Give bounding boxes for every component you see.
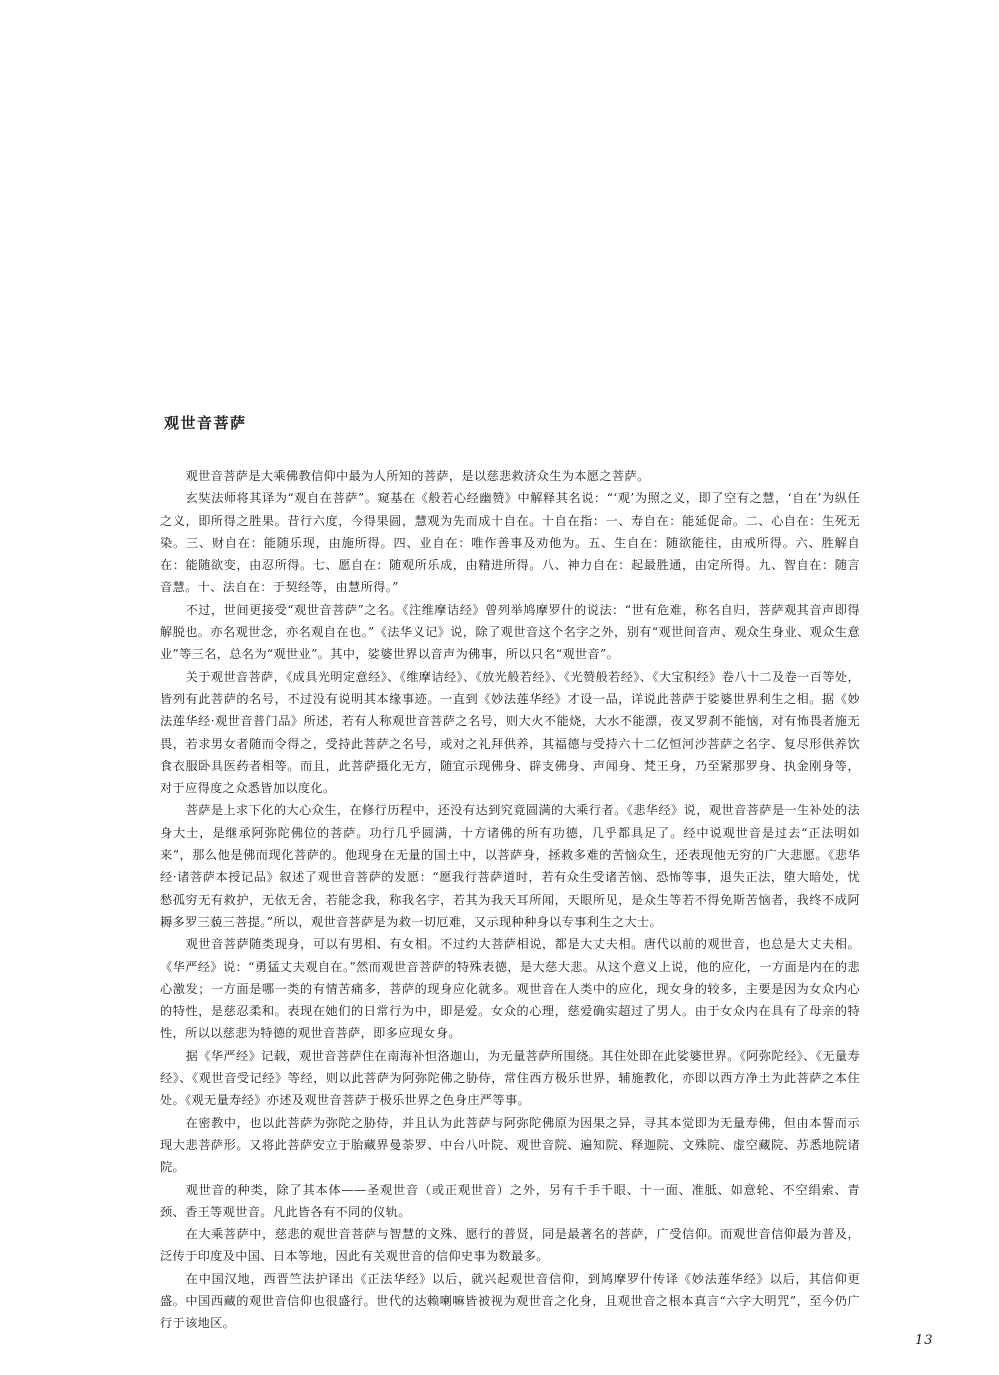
paragraph: 在大乘菩萨中，慈悲的观世音菩萨与智慧的文殊、愿行的普贤，同是最著名的菩萨，广受信仰。而观世音信仰最为普及，泛传于印度及中国、日本等地，因此有关观世音的信仰史事为数最多。 — [160, 1227, 860, 1264]
paragraph: 玄奘法师将其译为“观自在菩萨”。窥基在《般若心经幽赞》中解释其名说：“‘观’为照之义，即了空有之慧，‘自在’为纵任之义，即所得之胜果。昔行六度，今得果圆，慧观为先而成十自在。十自在指：一、寿自在：能延促命。二、心自在：生死无染。三、财自在：能随乐现，由施所得。四、业自在：唯作善事及劝他为。五、生自在：随欲能往，由戒所得。六、胜解自在：能随欲变，由忍所得。七、愿自在：随观所乐成，由精进所得。八、神力自在：起最胜通，由定所得。九、智自在：随言音慧。十、法自在：于契经等，由慧所得。” — [160, 491, 860, 595]
paragraph: 据《华严经》记载，观世音菩萨住在南海补怛洛迦山，为无量菩萨所围绕。其住处即在此娑婆世界。《阿弥陀经》、《无量寿经》、《观世音受记经》等经，则以此菩萨为阿弥陀佛之胁侍，常住西方极乐世界，辅施教化，亦即以西方净土为此菩萨之本住处。《观无量寿经》亦述及观世音菩萨于极乐世界之色身庄严等事。 — [160, 1048, 860, 1108]
page-number: 13 — [915, 1333, 934, 1348]
paragraph: 观世音菩萨随类现身，可以有男相、有女相。不过约大菩萨相说，都是大丈夫相。唐代以前的观世音，也总是大丈夫相。《华严经》说：“勇猛丈夫观自在。”然而观世音菩萨的特殊表德，是大慈大悲。从这个意义上说，他的应化，一方面是内在的悲心激发；一方面是哪一类的有情苦痛多，菩萨的现身应化就多。观世音在人类中的应化，现女身的较多，主要是因为女众内心的特性，是慈忍柔和。表现在她们的日常行为中，即是爱。女众的心理，慈爱确实超过了男人。由于女众内在具有了母亲的特性，所以以慈悲为特德的观世音菩萨，即多应现女身。 — [160, 937, 860, 1041]
paragraph: 不过，世间更接受“观世音菩萨”之名。《注维摩诘经》曾列举鸠摩罗什的说法：“世有危难，称名自归，菩萨观其音声即得解脱也。亦名观世念，亦名观自在也。”《法华义记》说，除了观世音这个名字之外，别有“观世间音声、观众生身业、观众生意业”等三名，总名为“观世业”。其中，娑婆世界以音声为佛事，所以只名“观世音”。 — [160, 602, 860, 662]
paragraph: 观世音菩萨是大乘佛教信仰中最为人所知的菩萨，是以慈悲救济众生为本愿之菩萨。 — [185, 469, 650, 483]
paragraph: 观世音的种类，除了其本体——圣观世音（或正观世音）之外，另有千手千眼、十一面、准胝、如意轮、不空绢索、青颈、香王等观世音。凡此皆各有不同的仪轨。 — [160, 1182, 860, 1219]
paragraph: 在中国汉地，西晋竺法护译出《正法华经》以后，就兴起观世音信仰，到鸠摩罗什传译《妙法莲华经》以后，其信仰更盛。中国西藏的观世音信仰也很盛行。世代的达赖喇嘛皆被视为观世音之化身，且观世音之根本真言“六字大明咒”，至今仍广行于该地区。 — [160, 1271, 860, 1331]
article-body — [160, 465, 860, 1335]
paragraph: 菩萨是上求下化的大心众生，在修行历程中，还没有达到究竟圆满的大乘行者。《悲华经》说，观世音菩萨是一生补处的法身大士，是继承阿弥陀佛位的菩萨。功行几乎圆满，十方诸佛的所有功德，几乎都具足了。经中说观世音是过去“正法明如来”，那么他是佛而现化菩萨的。他现身在无量的国土中，以菩萨身，拯救多难的苦恼众生，还表现他无穷的广大悲愿。《悲华经·诸菩萨本授记品》叙述了观世音菩萨的发愿：“愿我行菩萨道时，若有众生受诸苦恼、恐怖等事，退失正法，堕大暗处，忧愁孤穷无有救护，无依无舍，若能念我，称我名字，若其为我天耳所闻，天眼所见，是众生等若不得免斯苦恼者，我终不成阿耨多罗三藐三菩提。”所以，观世音菩萨是为救一切厄难，又示现种种身以专事利生之大士。 — [160, 803, 860, 929]
page-title: 观世音菩萨 — [164, 414, 247, 432]
paragraph: 关于观世音菩萨，《成具光明定意经》、《维摩诘经》、《放光般若经》、《光赞般若经》、《大宝积经》卷八十二及卷一百等处，皆列有此菩萨的名号，不过没有说明其本缘事迹。一直到《妙法莲华经》才设一品，详说此菩萨于娑婆世界利生之相。据《妙法莲华经·观世音普门品》所述，若有人称观世音菩萨之名号，则大火不能烧，大水不能漂，夜叉罗刹不能恼，对有怖畏者施无畏，若求男女者随而令得之，受持此菩萨之名号，或对之礼拜供养，其福德与受持六十二亿恒河沙菩萨之名字、复尽形供养饮食衣服卧具医药者相等。而且，此菩萨摄化无方，随宜示现佛身、辟支佛身、声闻身、梵王身，乃至紧那罗身、执金刚身等，对于应得度之众悉皆加以度化。 — [160, 669, 860, 796]
paragraph: 在密教中，也以此菩萨为弥陀之胁侍，并且认为此菩萨与阿弥陀佛原为因果之异，寻其本觉即为无量寿佛，但由本誓而示现大悲菩萨形。又将此菩萨安立于胎藏界曼荼罗、中台八叶院、观世音院、遍知院、释迦院、文殊院、虚空藏院、苏悉地院诸院。 — [160, 1115, 860, 1175]
